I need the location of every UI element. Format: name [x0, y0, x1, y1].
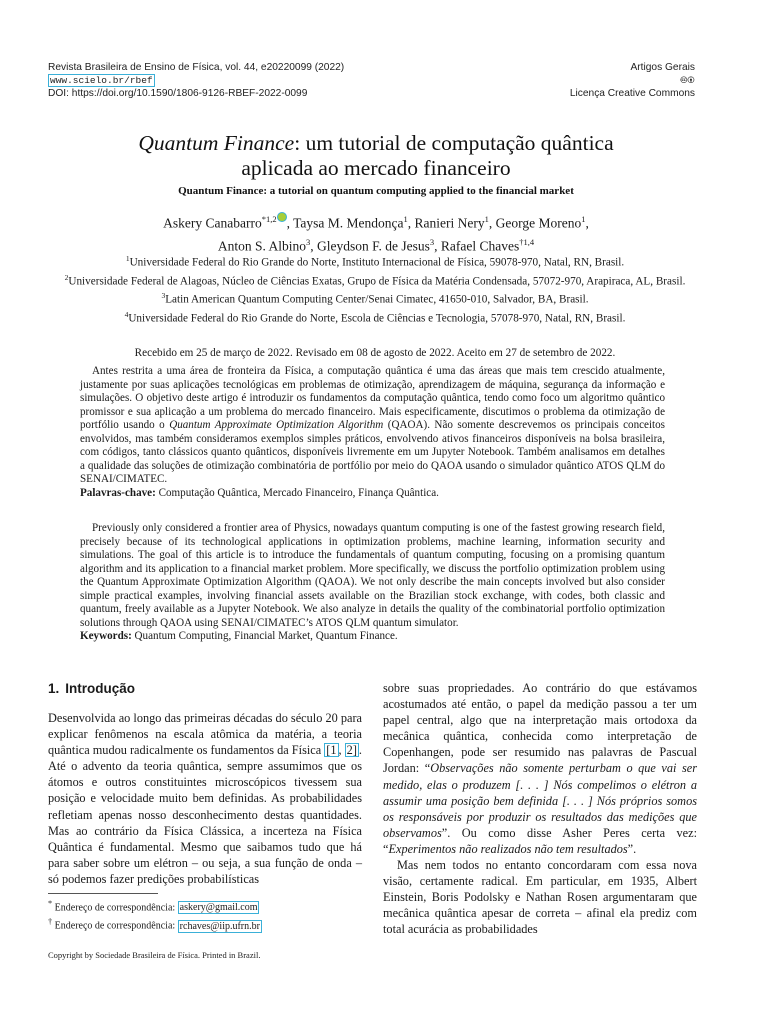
journal-header [48, 61, 344, 100]
right-column [383, 680, 697, 938]
doi-link[interactable]: DOI: https://doi.org/10.1590/1806-9126-RBEF-2022-0099 [48, 88, 308, 99]
license-link[interactable]: Licença Creative Commons [569, 88, 695, 99]
body-paragraph: Mas nem todos no entanto concordaram com essa nova visão, certamente radical. Em particular, em 1935, Albert Einstein, Boris Podolsky e Nathan Rosen argumentaram que mecânica quântica apesar de correta – afinal ela prediz com total acurácia as probabilidades [383, 858, 697, 937]
intro-paragraph: Desenvolvida ao longo das primeiras décadas do século 20 para explicar fenômenos na escala atômica da matéria, a teoria quântica mudou radicalmente os fundamentos da Física [1 , 2] . Até o advento da teoria quântica, sempre assumimos que os átomos e outros constituintes microscópicos tivessem sua posição e velocidade muito bem definidas. As probabilidades refletiam apenas nosso desconhecimento destas quantidades. Mas ao contrário da Física Clássica, a incerteza na Física Quântica é fundamental. Mesmo que saibamos tudo que há para saber sobre um elétron – ou seja, a sua função de onda – só podemos fazer predições probabilísticas [48, 711, 362, 886]
author-name: Ranieri Nery [414, 215, 485, 231]
title-line2: aplicada ao mercado financeiro [241, 156, 511, 180]
abstract-pt-body: Antes restrita a uma área de fronteira da Física, a computação quântica é uma das áreas que mais tem crescido atualmente, justamente por suas aplicações tecnológicas em problemas de otimização, aprendizagem de máquina, segurança da informação e simulações. O objetivo deste artigo é introduzir os fundamentos da computação quântica, tendo como foco um algoritmo quântico promissor e sua aplicação a um problema do mercado financeiro. Mais especificamente, discutimos o problema da otimização de portfólio usando o Quantum Approximate Optimization Algorithm (QAOA). Não somente descrevemos os principais conceitos envolvidos, mas também consideramos exemplos simples práticos, envolvendo ativos financeiros disponíveis na bolsa brasileira, com códigos, tanto clássicos quanto quânticos, disponíveis livremente em um Jupyter Notebook. Também analisamos em detalhes a qualidade das soluções de otimização combinatória de portfólio por meio do QAOA usando o simulador quântico ATOS QLM do SENAI/CIMATEC. [80, 365, 665, 486]
received-dates: Recebido em 25 de março de 2022. Revisado em 08 de agosto de 2022. Aceito em 27 de setembro de 2022. [134, 347, 616, 359]
footnote-rule [48, 893, 158, 894]
email-link[interactable]: askery@gmail.com [179, 902, 258, 914]
footnotes [48, 897, 362, 934]
abstract-portuguese [80, 365, 665, 500]
author-sup: 3 [306, 236, 311, 247]
footnote: * Endereço de correspondência: askery@gmail.com [48, 899, 258, 914]
section-label: Artigos Gerais [630, 62, 695, 73]
body-paragraph: sobre suas propriedades. Ao contrário do que estávamos acostumados até então, o papel da medição passou a ter um papel central, algo que na interpretação mais ortodoxa da mecânica quântica, conhecida como interpretação de Copenhangen, pode ser resumido nas palavras de Pascual Jordan: “Observações não somente perturbam o que vai ser medido, elas o produzem [. . . ] Nós compelimos o elétron a assumir uma posição bem definida [. . . ] Nós próprios somos os responsáveis por produzir os resultados das medições que observamos”. Ou como disse Asher Peres certa vez: “Experimentos não realizados não tem resultados”. [383, 681, 697, 856]
affiliation: $^2$Universidade Federal de Alagoas, Núcleo de Ciências Exatas, Grupo de Física da Matéria Condensada, 57072-970, Arapiraca, AL, Brasil. [64, 272, 686, 288]
footnote: † Endereço de correspondência: rchaves@iip.ufrn.br [48, 917, 260, 932]
citation-link[interactable]: 2] [346, 743, 357, 758]
author-name: Rafael Chaves [440, 238, 520, 253]
journal-citation: Revista Brasileira de Ensino de Física, vol. 44, e20220099 (2022) [48, 62, 345, 73]
author-sup: 1 [484, 214, 489, 224]
title-rest-line1: : um tutorial de computação quântica [294, 131, 614, 155]
license-header [570, 61, 695, 100]
author-sup: *1,2 [261, 214, 277, 224]
author-name: Taysa M. Mendonça [293, 215, 404, 231]
email-link[interactable]: rchaves@iip.ufrn.br [179, 920, 260, 932]
affiliation-list [50, 252, 700, 326]
creative-commons-icon[interactable]: 🅭🅯 [680, 75, 695, 86]
author-name: Gleydson F. de Jesus [317, 238, 430, 253]
author-sup: 3 [429, 236, 435, 247]
paper-subtitle: Quantum Finance: a tutorial on quantum computing applied to the financial market [178, 185, 574, 197]
affiliation: $^1$Universidade Federal do Rio Grande do Norte, Instituto Internacional de Física, 59078-970, Natal, RN, Brasil. [125, 254, 625, 269]
author-sup: 1 [403, 214, 408, 224]
author-sup: 1 [581, 214, 586, 224]
orcid-icon[interactable] [277, 212, 287, 222]
paper-title [40, 131, 712, 181]
author-list: Askery Canabarro$^{*1,2}$ , Taysa M. Mendonça$^1$, Ranieri Nery$^1$, George Moreno$^1$, Anton S. Albino$^3$, Gleydson F. de Jesus$^3$, Rafael Chaves$^{\dagger 1,4}$ [163, 214, 589, 253]
title-italic: Quantum Finance [138, 131, 295, 155]
left-column [48, 680, 362, 887]
author-sup: †1,4 [519, 236, 535, 247]
keywords-pt: Palavras-chave: Computação Quântica, Mercado Financeiro, Finança Quântica. [80, 486, 439, 499]
affiliation: $^3$Latin American Quantum Computing Center/Senai Cimatec, 41650-010, Salvador, BA, Brasil. [161, 291, 589, 306]
affiliation: $^4$Universidade Federal do Rio Grande do Norte, Escola de Ciências e Tecnologia, 57078-970, Natal, RN, Brasil. [124, 309, 626, 325]
abstract-english [80, 522, 665, 644]
keywords-en: Keywords: Quantum Computing, Financial Market, Quantum Finance. [80, 630, 398, 643]
section-heading: 1. Introdução [48, 681, 136, 696]
author-name: Askery Canabarro [163, 215, 262, 231]
copyright-notice: Copyright by Sociedade Brasileira de Física. Printed in Brazil. [48, 950, 261, 960]
abstract-en-body: Previously only considered a frontier area of Physics, nowadays quantum computing is one of the fastest growing research field, precisely because of its technological applications in optimization problems, machine learning, information security and simulations. The goal of this article is to introduce the fundamentals of quantum computing, focusing on a promising quantum algorithm and its application to a financial market problem. More specifically, we discuss the portfolio optimization problem using the Quantum Approximate Optimization Algorithm (QAOA). We not only describe the main concepts involved but also consider simple practical examples, involving financial assets available on the Brazilian stock exchange, with codes, both classic and quantum, freely available as a Jupyter Notebook. We also analyze in details the quality of the combinatorial portfolio optimization solutions through QAOA using SENAI/CIMATEC’s ATOS QLM quantum simulator. [80, 522, 665, 629]
journal-url-link[interactable]: www.scielo.br/rbef [50, 75, 153, 86]
citation-link[interactable]: [1 [326, 743, 337, 758]
author-name: Anton S. Albino [217, 238, 306, 253]
author-name: George Moreno [495, 215, 582, 231]
